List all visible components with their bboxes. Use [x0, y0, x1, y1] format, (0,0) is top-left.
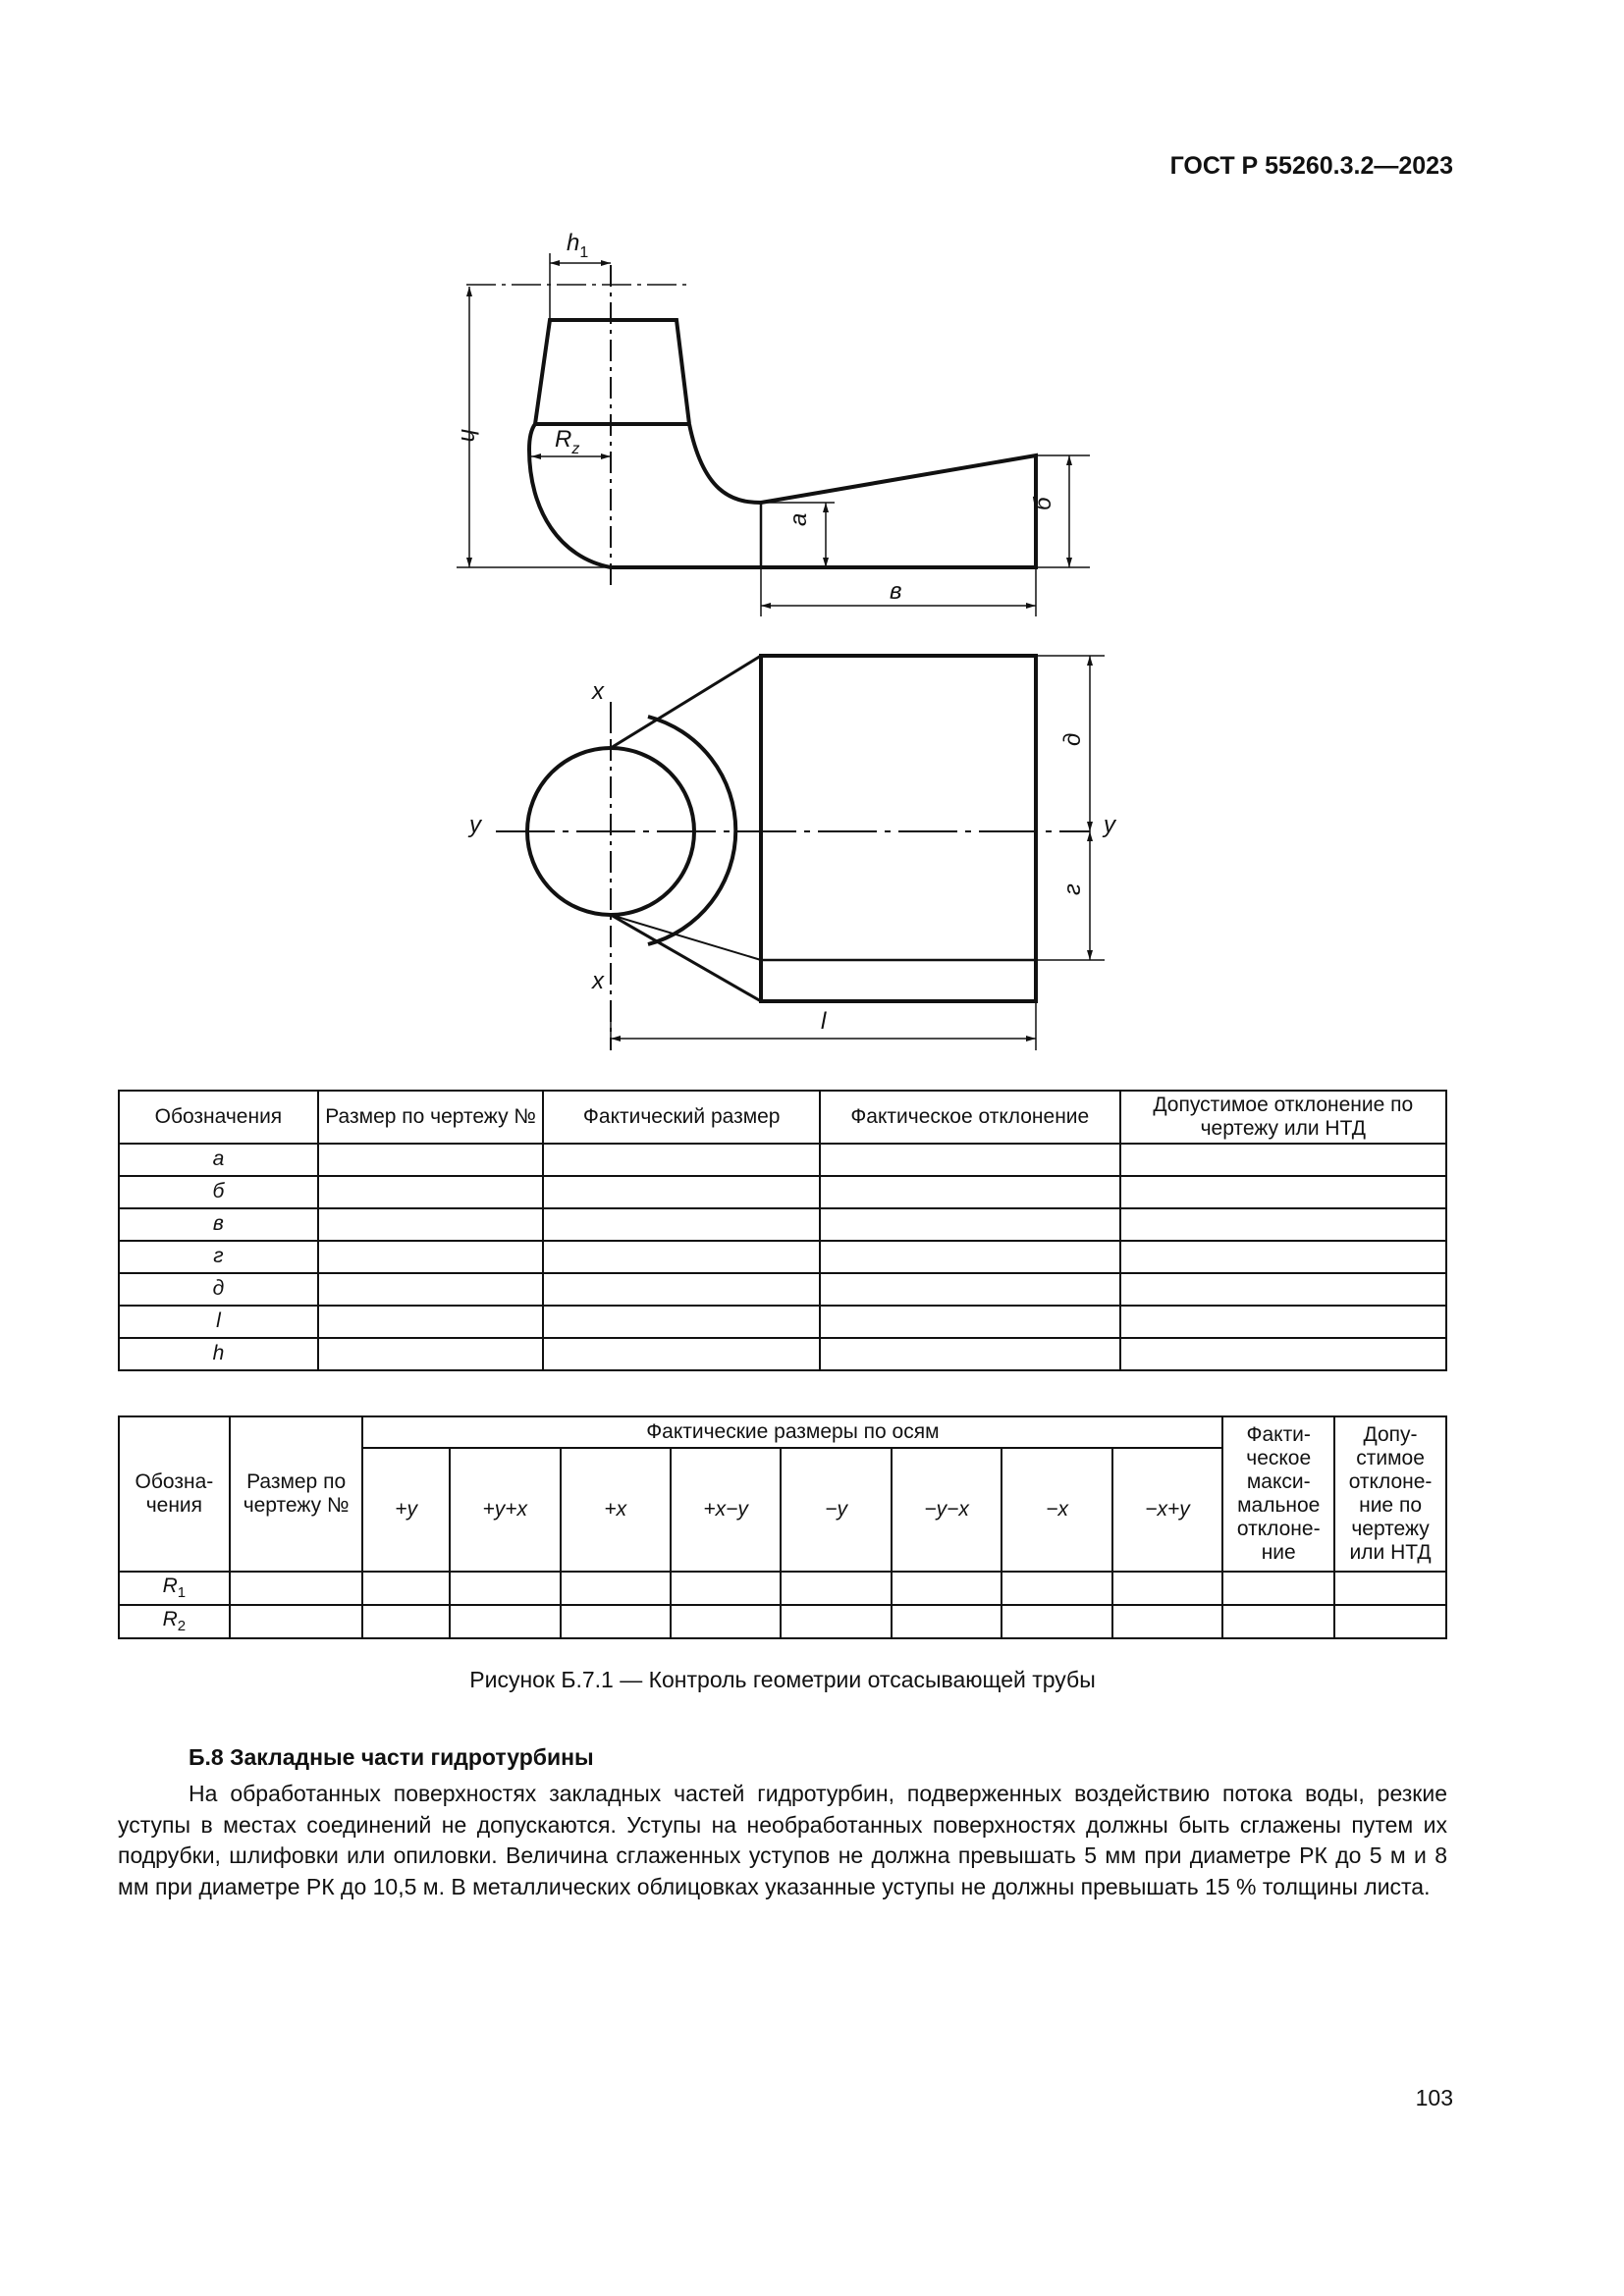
table-row: [119, 1338, 1446, 1370]
col-drawing-size: Размер по чертежу №: [230, 1416, 363, 1572]
table-row: [119, 1241, 1446, 1273]
row-label: б: [119, 1176, 318, 1208]
axis-header: +x: [561, 1448, 671, 1572]
section-title: Б.8 Закладные части гидротурбины: [189, 1744, 594, 1770]
label-y-left: y: [469, 812, 481, 838]
axis-header: +x−y: [671, 1448, 782, 1572]
row-label: $R_1$: [119, 1572, 230, 1605]
radii-table-header-top: [119, 1416, 1446, 1448]
label-d: д: [1059, 732, 1086, 746]
plan-view: [496, 656, 1105, 1050]
label-b: б: [1030, 497, 1056, 510]
label-h: h: [456, 429, 482, 443]
document-header: ГОСТ Р 55260.3.2—2023: [1169, 152, 1453, 180]
label-y-right: y: [1104, 812, 1115, 838]
axis-header: +y+x: [450, 1448, 561, 1572]
figure-caption: Рисунок Б.7.1 — Контроль геометрии отсасывающей трубы: [469, 1667, 1096, 1692]
label-rz: $R_z$: [555, 426, 580, 457]
axis-header: −y−x: [892, 1448, 1002, 1572]
col-allowed-deviation: Допустимое отклонение по чертежу или НТД: [1120, 1091, 1446, 1144]
label-v: в: [890, 578, 902, 605]
col-drawing-size: Размер по чертежу №: [318, 1091, 544, 1144]
row-label: д: [119, 1273, 318, 1306]
col-designation: Обозначения: [119, 1091, 318, 1144]
label-h1: $h_1$: [567, 230, 589, 261]
row-label: в: [119, 1208, 318, 1241]
col-actual-deviation: Фактическое отклонение: [820, 1091, 1120, 1144]
col-actual-size: Фактический размер: [543, 1091, 820, 1144]
label-g: г: [1059, 883, 1086, 895]
label-x-top: x: [592, 678, 604, 705]
axis-header: +y: [362, 1448, 450, 1572]
row-label: l: [119, 1306, 318, 1338]
section-body: [118, 1779, 1447, 1903]
table-row: [119, 1572, 1446, 1605]
page-number: 103: [1415, 2085, 1453, 2110]
table-row: [119, 1176, 1446, 1208]
dimensions-table-header: [119, 1091, 1446, 1144]
axis-header: −y: [781, 1448, 891, 1572]
col-designation: Обозна-чения: [119, 1416, 230, 1572]
row-label: h: [119, 1338, 318, 1370]
paragraph: На обработанных поверхностях закладных частей гидротурбин, подверженных воздействию потока воды, резкие уступы в местах соединений не допускаются. Уступы на необработанных поверхностях должны быть сглажены путем их подрубки, шлифовки или опиловки. Величина сглаженных уступов не должна превышать 5 мм при диаметре РК до 5 м и 8 мм при диаметре РК до 10,5 м. В металлических облицовках указанные уступы не должны превышать 15 % толщины листа.: [118, 1781, 1447, 1900]
radii-table: [118, 1415, 1447, 1639]
table-row: [119, 1306, 1446, 1338]
axis-header: −x+y: [1112, 1448, 1223, 1572]
col-group-actual-sizes: Фактические размеры по осям: [362, 1416, 1222, 1448]
table-row: [119, 1273, 1446, 1306]
draft-tube-drawing: [0, 0, 1624, 1080]
side-view: [457, 253, 1090, 616]
axis-header: −x: [1001, 1448, 1111, 1572]
dimensions-table: [118, 1090, 1447, 1371]
row-label: $R_2$: [119, 1605, 230, 1638]
side-view-outline: [529, 320, 1036, 567]
label-l: l: [821, 1008, 827, 1035]
row-label: а: [119, 1144, 318, 1176]
plan-flare-middle: [611, 915, 761, 960]
label-x-bottom: x: [592, 968, 604, 994]
label-a: а: [785, 512, 812, 526]
col-actual-max-deviation: Факти-ческое макси-мальное отклоне-ние: [1222, 1416, 1334, 1572]
table-row: [119, 1605, 1446, 1638]
table-row: [119, 1208, 1446, 1241]
plan-rectangle: [761, 656, 1036, 1001]
row-label: г: [119, 1241, 318, 1273]
table-row: [119, 1144, 1446, 1176]
col-allowed-deviation: Допу-стимое отклоне-ние по чертежу или НТД: [1334, 1416, 1446, 1572]
